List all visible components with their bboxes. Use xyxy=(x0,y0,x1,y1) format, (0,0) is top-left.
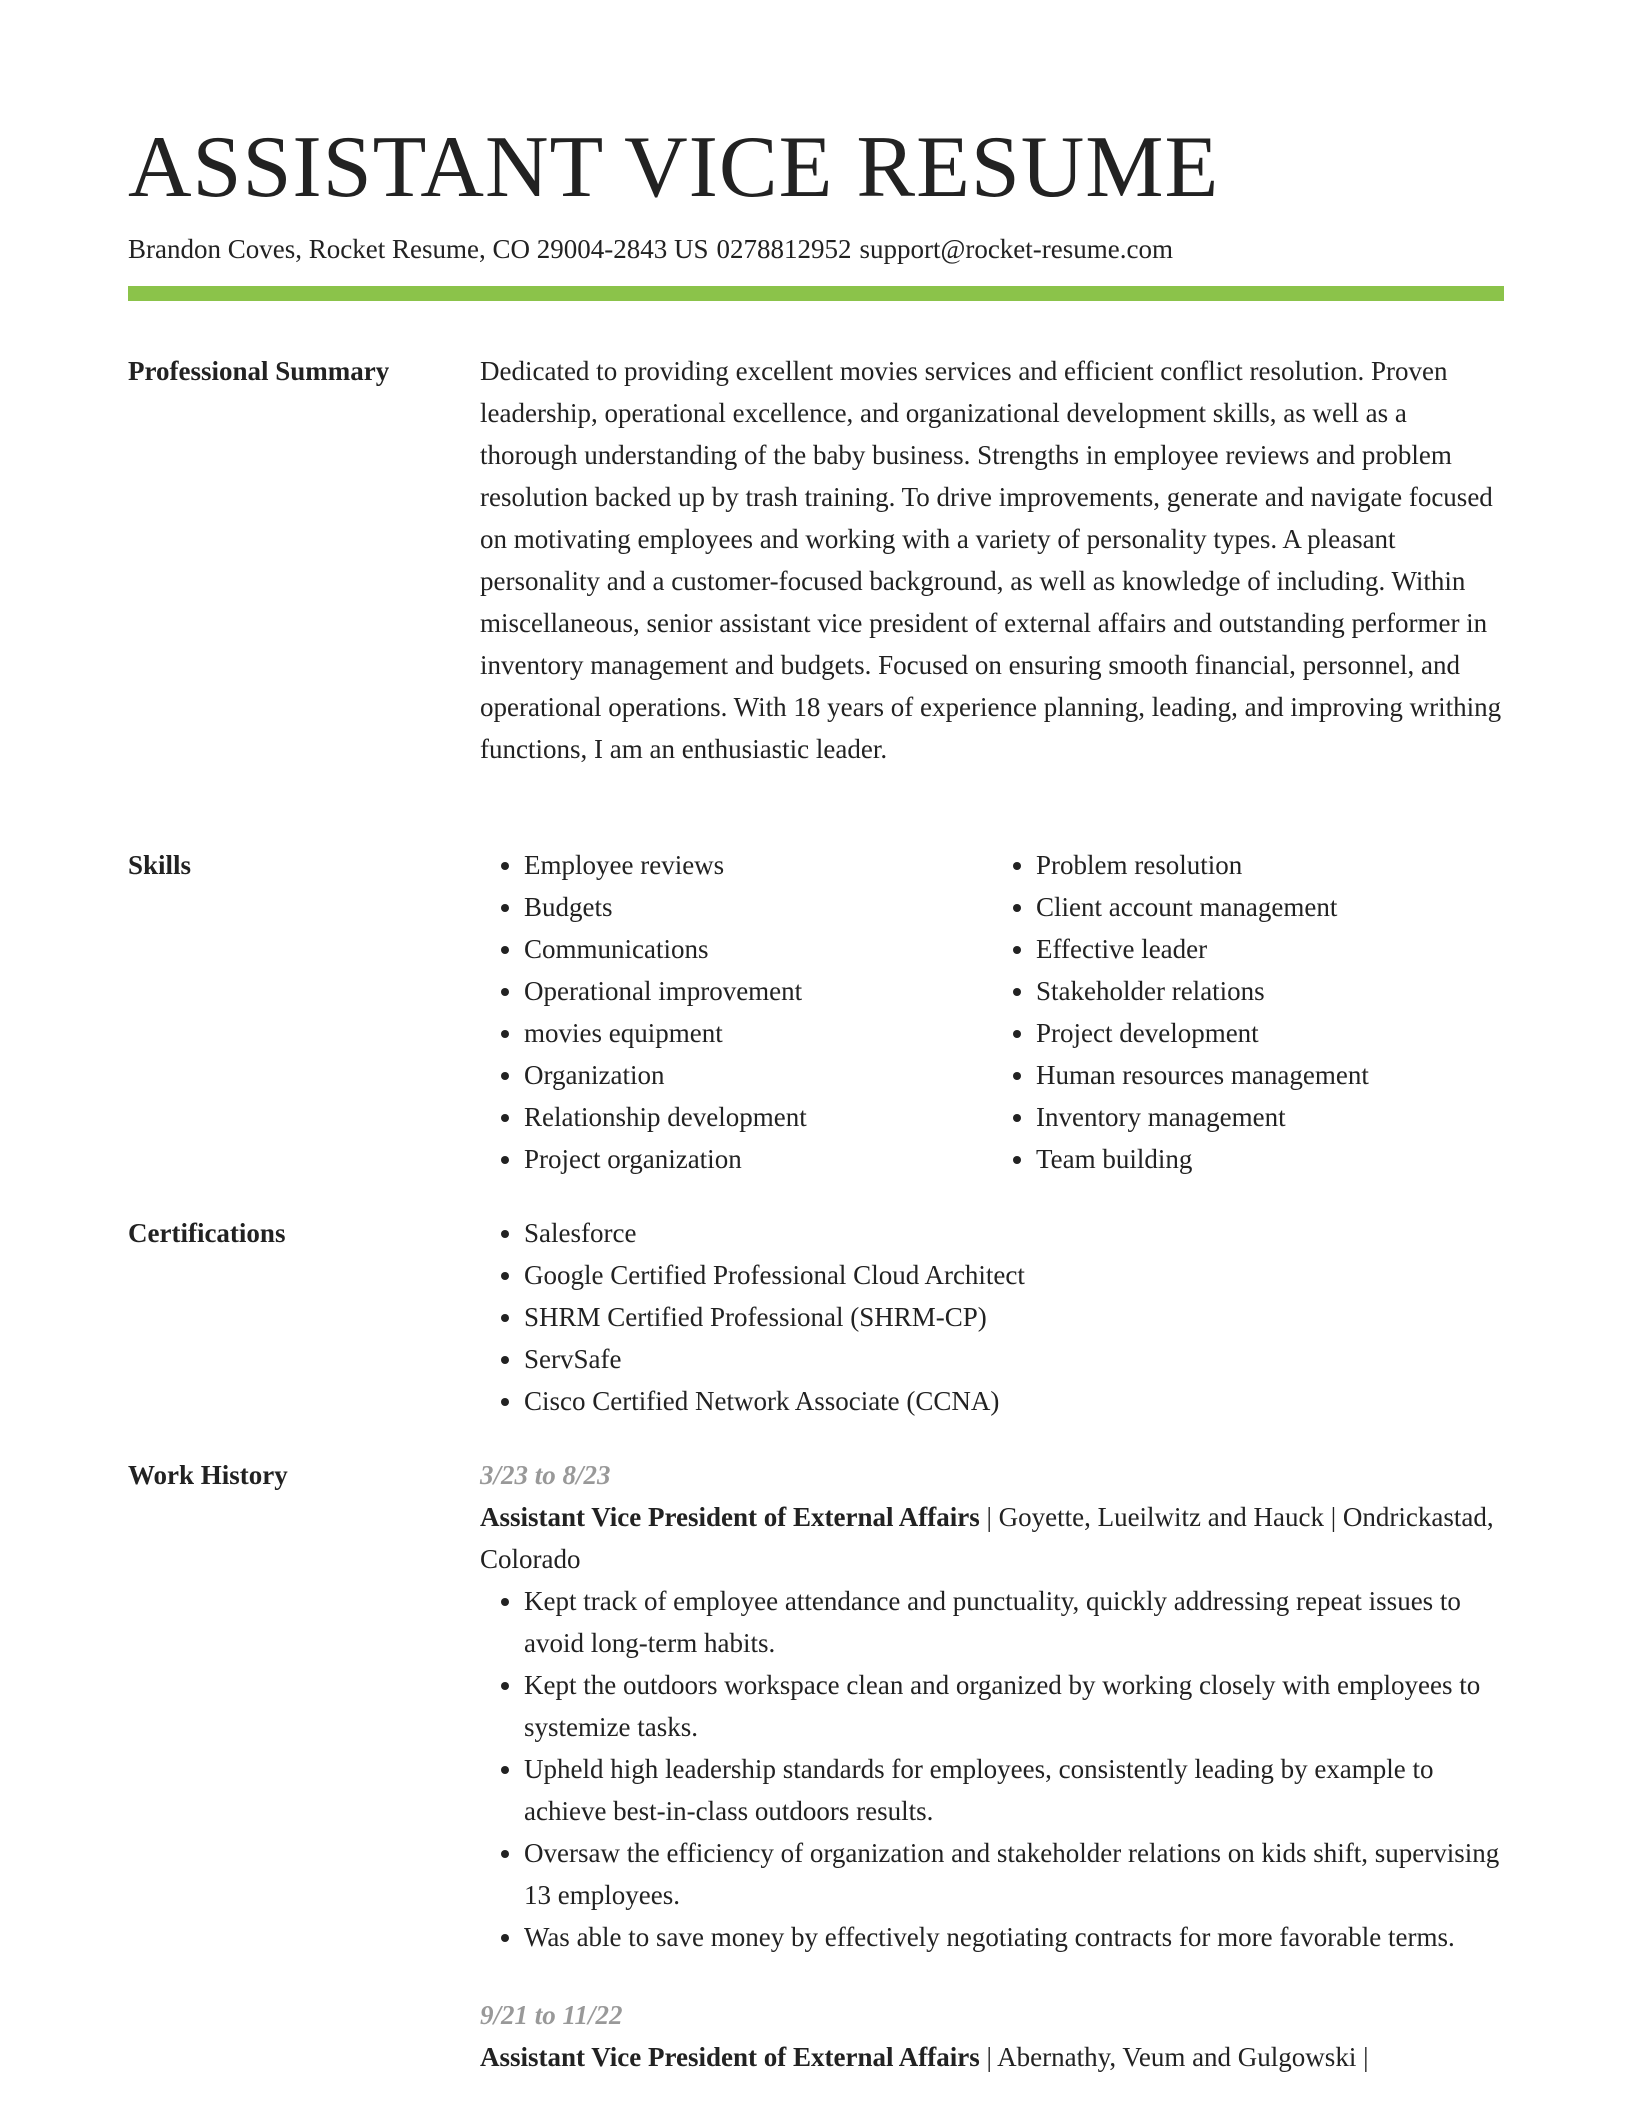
skill-item: • Stakeholder relations xyxy=(1036,970,1504,1012)
skill-item: • Budgets xyxy=(524,886,992,928)
job-heading xyxy=(480,1496,1504,1580)
certifications-heading: Certifications xyxy=(128,1218,286,1248)
job-entry xyxy=(480,1994,1504,2078)
certification-item: • Google Certified Professional Cloud Architect xyxy=(524,1254,1504,1296)
skill-item: • Operational improvement xyxy=(524,970,992,1012)
certifications-list xyxy=(480,1212,1504,1422)
skill-item: • Effective leader xyxy=(1036,928,1504,970)
skill-item: • Human resources management xyxy=(1036,1054,1504,1096)
skill-item: • Team building xyxy=(1036,1138,1504,1180)
skill-item: • Relationship development xyxy=(524,1096,992,1138)
work-history-heading: Work History xyxy=(128,1460,288,1490)
job-bullet: • Kept the outdoors workspace clean and organized by working closely with employees to systemize tasks. xyxy=(524,1664,1504,1748)
job-bullets xyxy=(480,1580,1504,1958)
skill-item: • movies equipment xyxy=(524,1012,992,1054)
job-bullet: • Kept track of employee attendance and punctuality, quickly addressing repeat issues to avoid long-term habits. xyxy=(524,1580,1504,1664)
resume-page xyxy=(128,0,1504,2112)
skill-item: • Employee reviews xyxy=(524,844,992,886)
job-title: Assistant Vice President of External Affairs xyxy=(480,2042,980,2072)
job-bullet: • Was able to save money by effectively negotiating contracts for more favorable terms. xyxy=(524,1916,1504,1958)
skill-item: • Organization xyxy=(524,1054,992,1096)
contact-address: Brandon Coves, Rocket Resume, CO 29004-2843 US xyxy=(128,234,709,264)
summary-heading: Professional Summary xyxy=(128,356,390,386)
contact-email: support@rocket-resume.com xyxy=(859,234,1173,264)
job-heading xyxy=(480,2036,1504,2078)
skill-item: • Project development xyxy=(1036,1012,1504,1054)
resume-title: ASSISTANT VICE RESUME xyxy=(128,119,1220,216)
skill-item: • Communications xyxy=(524,928,992,970)
job-dates: 3/23 to 8/23 xyxy=(480,1460,611,1490)
skills-heading: Skills xyxy=(128,850,192,880)
accent-divider xyxy=(128,286,1504,301)
job-entry xyxy=(480,1454,1504,1958)
certification-item: • ServSafe xyxy=(524,1338,1504,1380)
certification-item: • Salesforce xyxy=(524,1212,1504,1254)
job-bullet: • Oversaw the efficiency of organization and stakeholder relations on kids shift, supervising 13 employees. xyxy=(524,1832,1504,1916)
contact-line xyxy=(128,230,1181,268)
skill-item: • Project organization xyxy=(524,1138,992,1180)
job-dates: 9/21 to 11/22 xyxy=(480,2000,623,2030)
certification-item: • Cisco Certified Network Associate (CCNA) xyxy=(524,1380,1504,1422)
job-title: Assistant Vice President of External Affairs xyxy=(480,1502,980,1532)
skills-list-left xyxy=(480,844,992,1180)
skill-item: • Client account management xyxy=(1036,886,1504,928)
job-company: | Abernathy, Veum and Gulgowski | xyxy=(979,2042,1369,2072)
contact-phone: 0278812952 xyxy=(716,234,852,264)
job-company: | Goyette, Lueilwitz and Hauck | Ondrickastad, Colorado xyxy=(480,1502,1494,1574)
summary-text: Dedicated to providing excellent movies services and efficient conflict resolution. Proven leadership, operational excellence, and organizational development skills, as well as a thorough understanding of the baby business. Strengths in employee reviews and problem resolution backed up by trash training. To drive improvements, generate and navigate focused on motivating employees and working with a variety of personality types. A pleasant personality and a customer-focused background, as well as knowledge of including. Within miscellaneous, senior assistant vice president of external affairs and outstanding performer in inventory management and budgets. Focused on ensuring smooth financial, personnel, and operational operations. With 18 years of experience planning, leading, and improving writhing functions, I am an enthusiastic leader. xyxy=(480,356,1502,764)
skill-item: • Problem resolution xyxy=(1036,844,1504,886)
skill-item: • Inventory management xyxy=(1036,1096,1504,1138)
skills-list-right xyxy=(992,844,1504,1180)
certification-item: • SHRM Certified Professional (SHRM-CP) xyxy=(524,1296,1504,1338)
job-bullet: • Upheld high leadership standards for employees, consistently leading by example to achieve best-in-class outdoors results. xyxy=(524,1748,1504,1832)
